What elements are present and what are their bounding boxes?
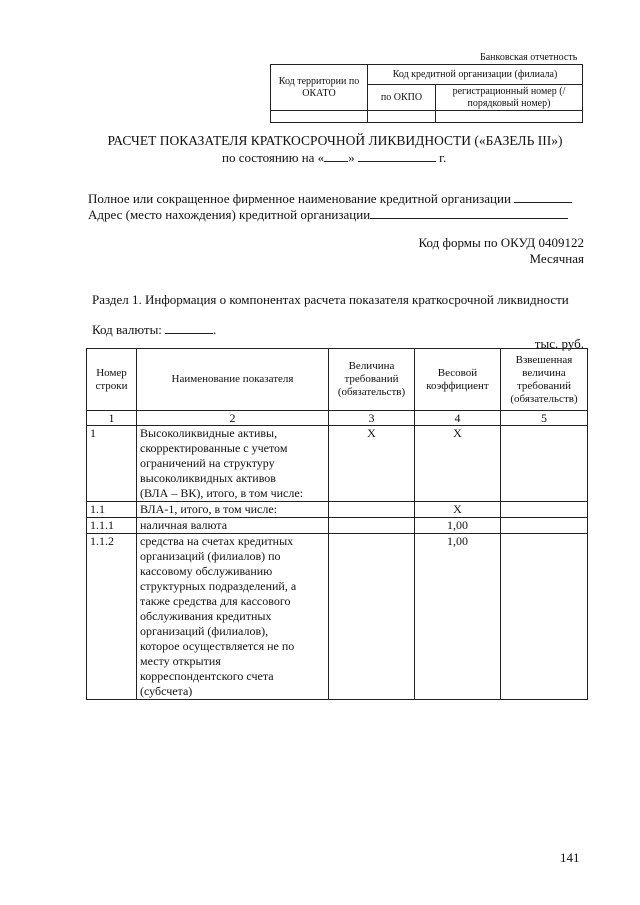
table-row <box>87 534 588 700</box>
indicator-name-line: кассовому обслуживанию <box>140 564 273 578</box>
indicator-name-line: которое осуществляется не по <box>140 639 295 653</box>
weight-cell: 1,00 <box>415 534 501 700</box>
indicator-name-line: месту открытия <box>140 654 221 668</box>
indicator-name <box>137 426 329 502</box>
as-of-mid: » <box>348 150 355 165</box>
col-number: 2 <box>137 411 329 426</box>
indicator-name-line: ограничений на структуру <box>140 456 275 470</box>
weight-cell: Х <box>415 502 501 518</box>
okato-value-cell <box>271 111 368 123</box>
col-number: 1 <box>87 411 137 426</box>
header-code-table <box>270 64 583 123</box>
org-name-line <box>88 190 572 207</box>
reg-number-value-cell <box>435 111 582 123</box>
weighted-amount-cell <box>501 502 588 518</box>
org-name-blank <box>514 190 572 203</box>
amount-cell <box>329 518 415 534</box>
weighted-amount-cell <box>501 518 588 534</box>
currency-code-label: Код валюты: <box>92 322 162 337</box>
indicator-name-line: наличная валюта <box>140 518 228 532</box>
address-blank <box>370 206 568 219</box>
indicator-name <box>137 534 329 700</box>
weighted-amount-cell <box>501 426 588 502</box>
table-row <box>87 502 588 518</box>
row-number: 1.1.2 <box>87 534 137 700</box>
periodicity: Месячная <box>529 251 584 266</box>
day-blank <box>324 149 348 162</box>
col-header-weight: Весовой коэффициент <box>415 349 501 411</box>
okato-header: Код территории по ОКАТО <box>271 65 368 111</box>
weighted-amount-cell <box>501 534 588 700</box>
address-line <box>88 206 568 223</box>
credit-org-code-header: Код кредитной организации (филиала) <box>368 65 583 85</box>
row-number: 1 <box>87 426 137 502</box>
indicator-table <box>86 348 588 700</box>
currency-code-blank <box>165 321 213 334</box>
page-number: 141 <box>560 850 580 865</box>
indicator-name <box>137 518 329 534</box>
indicator-name-line: средства на счетах кредитных <box>140 534 294 548</box>
org-name-label: Полное или сокращенное фирменное наименование кредитной организации <box>88 191 511 206</box>
okpo-value-cell <box>368 111 436 123</box>
indicator-name-line: организаций (филиалов), <box>140 624 269 638</box>
page-title: РАСЧЕТ ПОКАЗАТЕЛЯ КРАТКОСРОЧНОЙ ЛИКВИДНОСТИ («БАЗЕЛЬ III») <box>107 133 563 148</box>
indicator-name-line: также средства для кассового <box>140 594 291 608</box>
col-number: 3 <box>329 411 415 426</box>
indicator-name-line: ВЛА-1, итого, в том числе: <box>140 502 278 516</box>
form-code: Код формы по ОКУД 0409122 <box>418 235 584 250</box>
amount-cell: Х <box>329 426 415 502</box>
currency-code-line: Код валюты: . <box>92 322 217 337</box>
amount-cell <box>329 502 415 518</box>
col-header-indicator-name: Наименование показателя <box>137 349 329 411</box>
row-number: 1.1.1 <box>87 518 137 534</box>
table-row <box>87 426 588 502</box>
okpo-header: по ОКПО <box>368 85 436 111</box>
indicator-name-line: скорректированные с учетом <box>140 441 288 455</box>
address-label: Адрес (место нахождения) кредитной организации <box>88 207 371 222</box>
indicator-name-line: обслуживания кредитных <box>140 609 272 623</box>
as-of-prefix: по состоянию на « <box>222 150 325 165</box>
as-of-suffix: г. <box>439 150 447 165</box>
indicator-name <box>137 502 329 518</box>
indicator-name-line: организаций (филиалов) по <box>140 549 281 563</box>
amount-cell <box>329 534 415 700</box>
weight-cell: 1,00 <box>415 518 501 534</box>
col-header-row-number: Номер строки <box>87 349 137 411</box>
as-of-date <box>222 149 446 166</box>
weight-cell: Х <box>415 426 501 502</box>
month-year-blank <box>358 149 436 162</box>
unit-label: тыс. руб. <box>534 336 584 351</box>
col-header-weighted-amount: Взвешенная величина требований (обязательств) <box>501 349 588 411</box>
indicator-name-line: структурных подразделений, а <box>140 579 297 593</box>
table-row <box>87 518 588 534</box>
indicator-name-line: корреспондентского счета <box>140 669 274 683</box>
row-number: 1.1 <box>87 502 137 518</box>
indicator-name-line: (ВЛА – ВК), итого, в том числе: <box>140 486 304 500</box>
reg-number-header: регистрационный номер (/порядковый номер) <box>435 85 582 111</box>
indicator-name-line: Высоколиквидные активы, <box>140 426 278 440</box>
col-header-amount: Величина требований (обязательств) <box>329 349 415 411</box>
col-number: 4 <box>415 411 501 426</box>
indicator-name-line: высоколиквидных активов <box>140 471 276 485</box>
report-type: Банковская отчетность <box>480 52 578 63</box>
col-number: 5 <box>501 411 588 426</box>
section-title: Раздел 1. Информация о компонентах расчета показателя краткосрочной ликвидности <box>92 292 569 307</box>
indicator-name-line: (субсчета) <box>140 684 193 698</box>
